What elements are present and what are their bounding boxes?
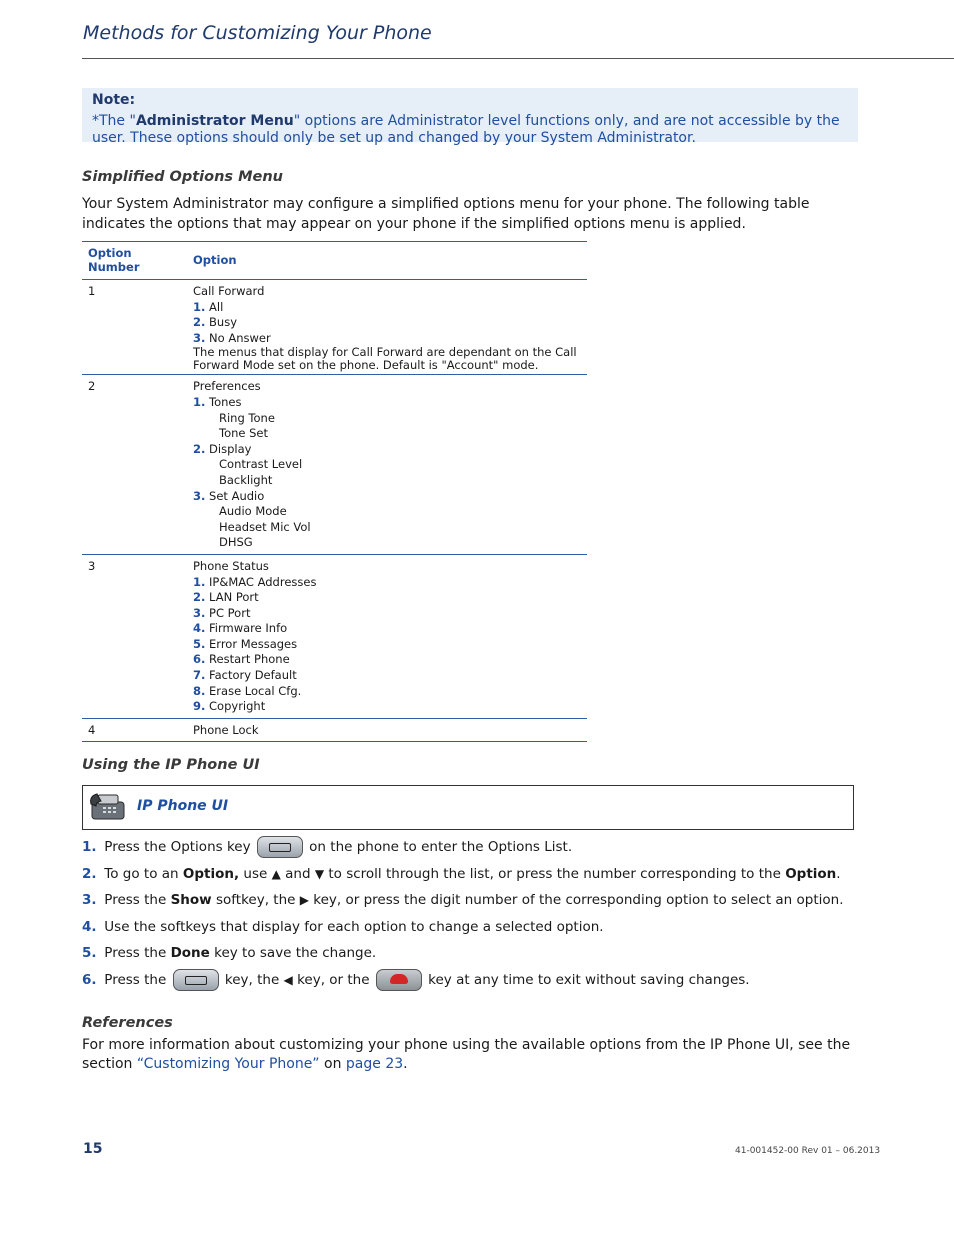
document-id: 41-001452-00 Rev 01 – 06.2013 xyxy=(735,1146,881,1156)
step-6: 6. Press the key, the ◀ key, or the key at any time to exit without saving changes. xyxy=(82,968,750,992)
ip-phone-icon xyxy=(89,792,127,826)
ip-phone-ui-title: IP Phone UI xyxy=(137,798,229,814)
options-table xyxy=(82,241,587,742)
note-label: Note: xyxy=(92,92,136,108)
option-number-cell: 3 xyxy=(82,554,187,718)
page-header-title: Methods for Customizing Your Phone xyxy=(83,22,432,44)
option-item: 2. Display xyxy=(193,441,252,456)
option-note: The menus that display for Call Forward are dependant on the Call Forward Mode set on the phone. Default is "Account" mode. xyxy=(193,345,577,372)
table-row xyxy=(82,280,587,375)
option-item: 7. Factory Default xyxy=(193,668,297,683)
option-item: 9. Copyright xyxy=(193,699,266,714)
option-item: 4. Firmware Info xyxy=(193,621,288,636)
options-key-icon xyxy=(257,836,303,858)
step-3: 3. Press the Show softkey, the ▶ key, or press the digit number of the corresponding option to select an option. xyxy=(82,892,844,908)
option-cell xyxy=(187,554,587,718)
option-item: 1. IP&MAC Addresses xyxy=(193,574,317,589)
option-title: Preferences xyxy=(193,379,261,394)
note-text: *The "Administrator Menu" options are Administrator level functions only, and are not accessible by the user. These options should only be set up and changed by your System Administrator. xyxy=(92,113,840,146)
option-item: 6. Restart Phone xyxy=(193,652,290,667)
options-key-icon xyxy=(173,969,219,991)
option-title: Call Forward xyxy=(193,284,265,298)
ip-phone-ui-box xyxy=(82,785,854,830)
references-body: For more information about customizing your phone using the available options from the IP Phone UI, see the section “Customizing Your Phone” on page 23. xyxy=(82,1037,851,1072)
step-5: 5. Press the Done key to save the change. xyxy=(82,945,377,961)
step-4: 4. Use the softkeys that display for each option to change a selected option. xyxy=(82,919,604,935)
option-item: 1. Tones xyxy=(193,394,242,409)
header-divider xyxy=(82,58,954,59)
step-2: 2. To go to an Option, use ▲ and ▼ to scroll through the list, or press the number corresponding to the Option. xyxy=(82,866,841,882)
customizing-your-phone-link[interactable]: “Customizing Your Phone” xyxy=(136,1056,320,1072)
option-item: 3. No Answer xyxy=(193,330,271,345)
left-arrow-icon: ◀ xyxy=(283,973,293,987)
right-arrow-icon: ▶ xyxy=(299,893,309,907)
option-cell xyxy=(187,718,587,742)
col-header-option-number: Option Number xyxy=(82,242,187,280)
option-subitem: Ring Tone xyxy=(219,410,275,425)
option-item: 5. Error Messages xyxy=(193,636,298,651)
table-row xyxy=(82,718,587,742)
goodbye-key-icon xyxy=(376,969,422,991)
option-cell xyxy=(187,280,587,375)
option-subitem: Headset Mic Vol xyxy=(219,519,311,534)
option-item: 8. Erase Local Cfg. xyxy=(193,683,302,698)
option-title: Phone Lock xyxy=(193,722,259,737)
col-header-option: Option xyxy=(187,242,587,280)
page-23-link[interactable]: page 23 xyxy=(345,1056,404,1072)
option-number-cell: 1 xyxy=(82,280,187,375)
option-subitem: Backlight xyxy=(219,472,273,487)
option-item: 3. PC Port xyxy=(193,605,251,620)
option-item: 1. All xyxy=(193,299,224,314)
section-heading-ip-phone-ui: Using the IP Phone UI xyxy=(82,757,260,773)
step-1: 1. Press the Options key on the phone to enter the Options List. xyxy=(82,835,572,859)
option-subitem: Contrast Level xyxy=(219,457,303,472)
option-subitem: Audio Mode xyxy=(219,504,287,519)
page-number: 15 xyxy=(83,1141,103,1157)
down-arrow-icon: ▼ xyxy=(314,867,325,881)
section-body-simplified: Your System Administrator may configure a simplified options menu for your phone. The following table indicates the options that may appear on your phone if the simplified options menu is applied. xyxy=(82,196,810,232)
option-item: 2. LAN Port xyxy=(193,590,259,605)
option-title: Phone Status xyxy=(193,558,269,573)
note-box xyxy=(82,88,858,146)
option-subitem: Tone Set xyxy=(219,426,269,441)
section-heading-references: References xyxy=(82,1015,173,1031)
option-item: 2. Busy xyxy=(193,315,238,330)
option-number-cell: 2 xyxy=(82,375,187,555)
option-number-cell: 4 xyxy=(82,718,187,742)
option-subitem: DHSG xyxy=(219,535,253,550)
up-arrow-icon: ▲ xyxy=(271,867,281,881)
table-row xyxy=(82,375,587,555)
section-heading-simplified: Simplified Options Menu xyxy=(82,169,283,185)
table-row xyxy=(82,554,587,718)
option-item: 3. Set Audio xyxy=(193,488,265,503)
option-cell xyxy=(187,375,587,555)
